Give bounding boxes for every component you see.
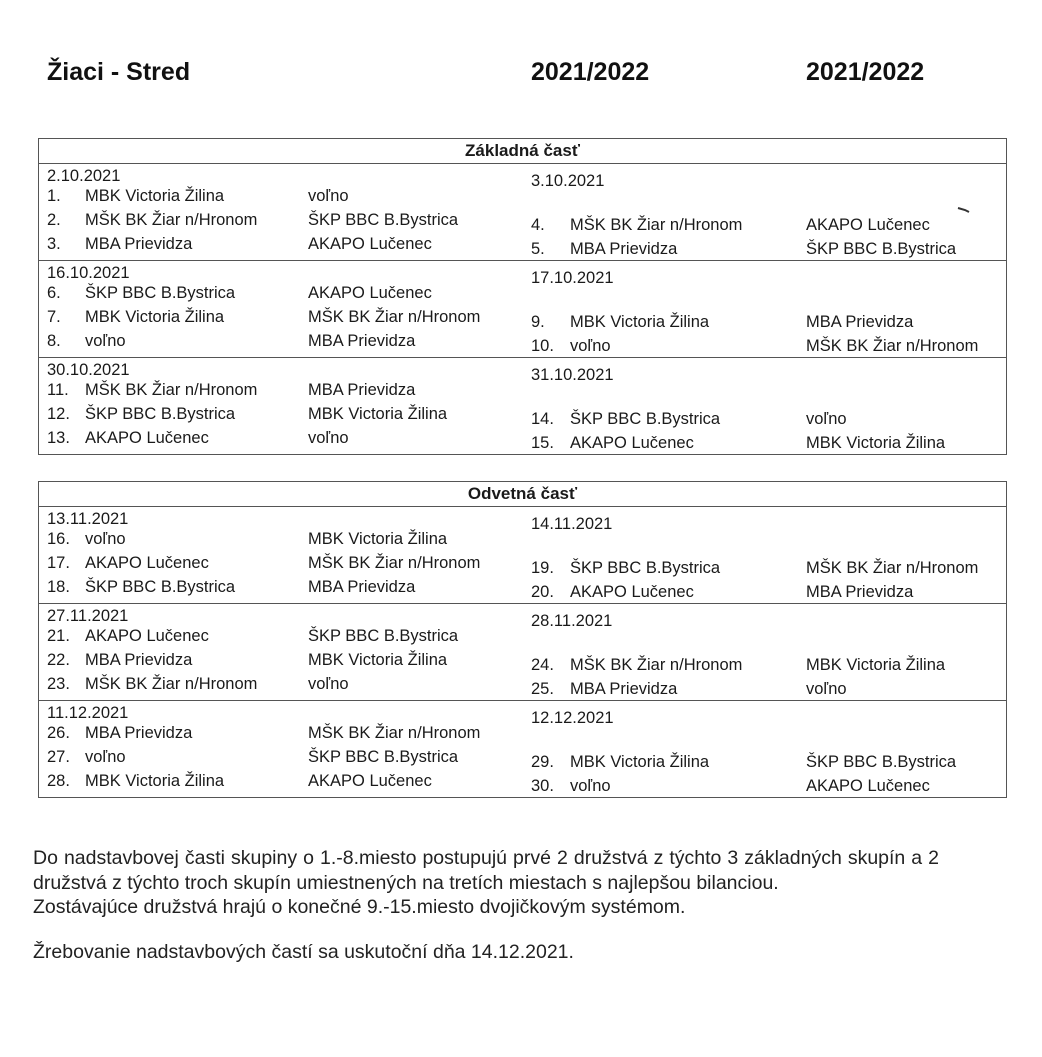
game-number: 30.: [531, 777, 554, 795]
note-paragraph-remaining: Zostávajúce družstvá hrajú o konečné 9.-15.miesto dvojičkovým systémom.: [33, 896, 686, 918]
game-number: 29.: [531, 753, 554, 771]
game-number: 21.: [47, 627, 70, 645]
home-team: ŠKP BBC B.Bystrica: [570, 559, 721, 577]
away-team: AKAPO Lučenec: [806, 216, 930, 234]
game-number: 14.: [531, 410, 554, 428]
game-number: 5.: [531, 240, 545, 258]
away-team: MBA Prievidza: [308, 332, 416, 350]
home-team: ŠKP BBC B.Bystrica: [85, 578, 236, 596]
away-team: MBK Victoria Žilina: [806, 434, 946, 452]
home-team: AKAPO Lučenec: [570, 434, 694, 452]
home-team: MBK Victoria Žilina: [85, 187, 225, 205]
home-team: MŠK BK Žiar n/Hronom: [570, 656, 743, 674]
home-team: MBK Victoria Žilina: [570, 313, 710, 331]
away-team: ŠKP BBC B.Bystrica: [806, 753, 957, 771]
round-date: 3.10.2021: [531, 172, 605, 190]
away-team: MŠK BK Žiar n/Hronom: [806, 559, 979, 577]
away-team: MBK Victoria Žilina: [308, 530, 448, 548]
away-team: MŠK BK Žiar n/Hronom: [308, 554, 481, 572]
home-team: MBA Prievidza: [570, 240, 678, 258]
away-team: MBK Victoria Žilina: [806, 656, 946, 674]
game-number: 17.: [47, 554, 70, 572]
away-team: AKAPO Lučenec: [308, 772, 432, 790]
page-title: Žiaci - Stred: [47, 58, 191, 86]
away-team: MŠK BK Žiar n/Hronom: [806, 337, 979, 355]
game-number: 27.: [47, 748, 70, 766]
game-number: 9.: [531, 313, 545, 331]
round-date: 14.11.2021: [531, 515, 613, 533]
home-team: AKAPO Lučenec: [85, 429, 209, 447]
home-team: ŠKP BBC B.Bystrica: [570, 410, 721, 428]
away-team: ŠKP BBC B.Bystrica: [308, 211, 459, 229]
round-date: 28.11.2021: [531, 612, 613, 630]
game-number: 18.: [47, 578, 70, 596]
game-number: 1.: [47, 187, 61, 205]
home-team: ŠKP BBC B.Bystrica: [85, 405, 236, 423]
home-team: voľno: [85, 530, 126, 548]
away-team: ŠKP BBC B.Bystrica: [308, 748, 459, 766]
home-team: MŠK BK Žiar n/Hronom: [570, 216, 743, 234]
round-date: 11.12.2021: [47, 704, 129, 722]
note-paragraph-advancement: Do nadstavbovej časti skupiny o 1.-8.miesto postupujú prvé 2 družstvá z týchto 3 základných skupín a 2 družstvá z týchto troch skupín umiestnených na tretích miestach s najlepšou bilanciou.: [33, 847, 939, 894]
away-team: AKAPO Lučenec: [308, 235, 432, 253]
game-number: 23.: [47, 675, 70, 693]
round-block: [39, 701, 1006, 797]
away-team: MBK Victoria Žilina: [308, 405, 448, 423]
section-return-part: [38, 481, 1007, 798]
game-number: 28.: [47, 772, 70, 790]
game-number: 3.: [47, 235, 61, 253]
away-team: voľno: [806, 410, 847, 428]
round-block: [39, 261, 1006, 358]
round-date: 27.11.2021: [47, 607, 129, 625]
round-date: 31.10.2021: [531, 366, 614, 384]
game-number: 22.: [47, 651, 70, 669]
away-team: AKAPO Lučenec: [806, 777, 930, 795]
home-team: MBK Victoria Žilina: [85, 308, 225, 326]
away-team: voľno: [308, 429, 349, 447]
away-team: ŠKP BBC B.Bystrica: [308, 627, 459, 645]
notes: [33, 846, 939, 964]
game-number: 11.: [47, 381, 69, 399]
round-block: [39, 604, 1006, 701]
game-number: 25.: [531, 680, 554, 698]
game-number: 20.: [531, 583, 554, 601]
home-team: MŠK BK Žiar n/Hronom: [85, 381, 258, 399]
home-team: voľno: [570, 337, 611, 355]
round-date: 12.12.2021: [531, 709, 614, 727]
game-number: 26.: [47, 724, 70, 742]
home-team: MBA Prievidza: [85, 235, 193, 253]
section-title: Odvetná časť: [39, 482, 1006, 507]
away-team: MBA Prievidza: [308, 381, 416, 399]
round-block: [39, 164, 1006, 261]
home-team: AKAPO Lučenec: [570, 583, 694, 601]
game-number: 8.: [47, 332, 61, 350]
round-date: 30.10.2021: [47, 361, 130, 379]
game-number: 12.: [47, 405, 70, 423]
away-team: voľno: [308, 187, 349, 205]
home-team: MŠK BK Žiar n/Hronom: [85, 211, 258, 229]
away-team: AKAPO Lučenec: [308, 284, 432, 302]
home-team: MBA Prievidza: [85, 651, 193, 669]
home-team: MBA Prievidza: [85, 724, 193, 742]
home-team: MBK Victoria Žilina: [85, 772, 225, 790]
game-number: 2.: [47, 211, 61, 229]
away-team: voľno: [806, 680, 847, 698]
away-team: MBA Prievidza: [308, 578, 416, 596]
home-team: MBK Victoria Žilina: [570, 753, 710, 771]
game-number: 19.: [531, 559, 554, 577]
away-team: ŠKP BBC B.Bystrica: [806, 240, 957, 258]
game-number: 13.: [47, 429, 70, 447]
away-team: MBA Prievidza: [806, 583, 914, 601]
home-team: voľno: [570, 777, 611, 795]
away-team: voľno: [308, 675, 349, 693]
round-block: [39, 507, 1006, 604]
season-label-1: 2021/2022: [531, 58, 650, 86]
away-team: MŠK BK Žiar n/Hronom: [308, 724, 481, 742]
home-team: AKAPO Lučenec: [85, 627, 209, 645]
home-team: ŠKP BBC B.Bystrica: [85, 284, 236, 302]
away-team: MBK Victoria Žilina: [308, 651, 448, 669]
section-basic-part: [38, 138, 1007, 455]
game-number: 24.: [531, 656, 554, 674]
game-number: 10.: [531, 337, 554, 355]
season-label-2: 2021/2022: [806, 58, 925, 86]
away-team: MŠK BK Žiar n/Hronom: [308, 308, 481, 326]
game-number: 16.: [47, 530, 70, 548]
game-number: 4.: [531, 216, 545, 234]
section-title: Základná časť: [39, 139, 1006, 164]
round-date: 17.10.2021: [531, 269, 614, 287]
home-team: MBA Prievidza: [570, 680, 678, 698]
page-header: [0, 58, 1042, 98]
home-team: AKAPO Lučenec: [85, 554, 209, 572]
round-block: [39, 358, 1006, 454]
game-number: 7.: [47, 308, 61, 326]
game-number: 6.: [47, 284, 61, 302]
away-team: MBA Prievidza: [806, 313, 914, 331]
round-date: 2.10.2021: [47, 167, 121, 185]
home-team: MŠK BK Žiar n/Hronom: [85, 675, 258, 693]
round-date: 13.11.2021: [47, 510, 129, 528]
pen-mark: [957, 199, 971, 205]
home-team: voľno: [85, 748, 126, 766]
round-date: 16.10.2021: [47, 264, 130, 282]
note-paragraph-draw: Žrebovanie nadstavbových častí sa uskutoční dňa 14.12.2021.: [33, 940, 574, 963]
home-team: voľno: [85, 332, 126, 350]
game-number: 15.: [531, 434, 554, 452]
